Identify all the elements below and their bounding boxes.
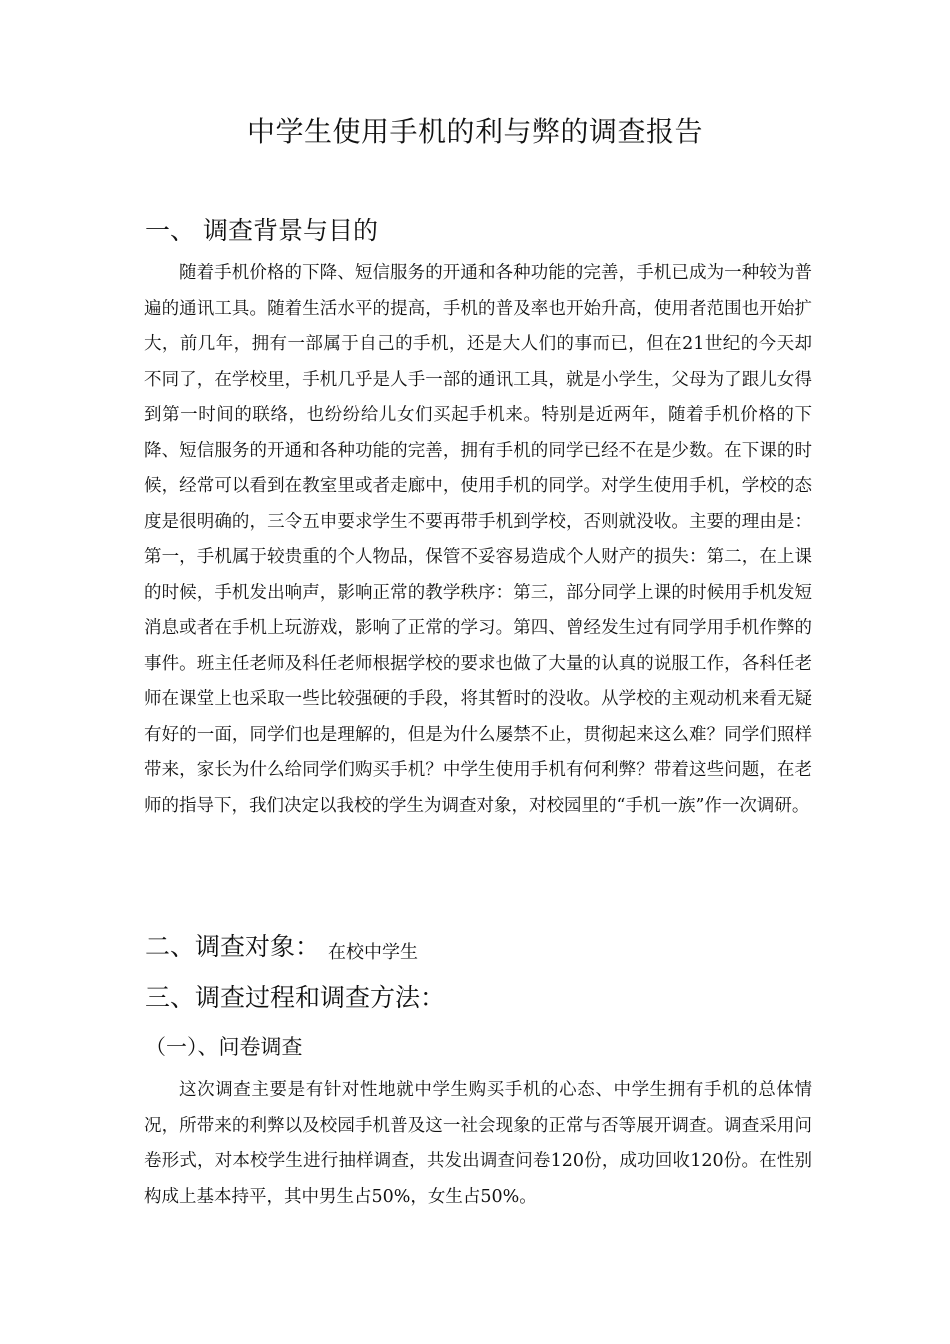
section3-heading: 三、调查过程和调查方法： <box>145 983 446 1012</box>
section1-paragraph: 随着手机价格的下降、短信服务的开通和各种功能的完善，手机已成为一种较为普遍的通讯工具。随着生活水平的提高，手机的普及率也开始升高，使用者范围也开始扩大，前几年，拥有一部属于自己的手机，还是大人们的事而已，但在21世纪的今天却不同了，在学校里，手机几乎是人手一部的通讯工具，就是小学生，父母为了跟儿女得到第一时间的联络，也纷纷给儿女们买起手机来。特别是近两年，随着手机价格的下降、短信服务的开通和各种功能的完善，拥有手机的同学已经不在是少数。在下课的时候，经常可以看到在教室里或者走廊中，使用手机的同学。对学生使用手机，学校的态度是很明确的，三令五申要求学生不要再带手机到学校，否则就没收。主要的理由是：第一，手机属于较贵重的个人物品，保管不妥容易造成个人财产的损失：第二，在上课的时候，手机发出响声，影响正常的教学秩序：第三，部分同学上课的时候用手机发短消息或者在手机上玩游戏，影响了正常的学习。第四、曾经发生过有同学用手机作弊的事件。班主任老师及科任老师根据学校的要求也做了大量的认真的说服工作，各科任老师在课堂上也采取一些比较强硬的手段，将其暂时的没收。从学校的主观动机来看无疑有好的一面，同学们也是理解的，但是为什么屡禁不止，贯彻起来这么难？同学们照样带来，家长为什么给同学们购买手机？中学生使用手机有何利弊？带着这些问题，在老师的指导下，我们决定以我校的学生为调查对象，对校园里的“手机一族”作一次调研。 <box>144 263 812 816</box>
section2-heading-row <box>145 930 418 967</box>
document-title: 中学生使用手机的利与弊的调查报告 <box>246 115 703 148</box>
subsection1-paragraph: 这次调查主要是有针对性地就中学生购买手机的心态、中学生拥有手机的总体情况，所带来的利弊以及校园手机普及这一社会现象的正常与否等展开调查。调查采用问卷形式，对本校学生进行抽样调查，共发出调查问卷120份，成功回收120份。在性别构成上基本持平，其中男生占50%，女生占50%。 <box>144 1080 812 1207</box>
section2-value: 在校中学生 <box>328 942 419 963</box>
section1-heading: 一、 调查背景与目的 <box>145 216 378 245</box>
subsection1-heading: （一）、问卷调查 <box>145 1035 303 1059</box>
section2-heading: 二、调查对象： <box>145 932 321 961</box>
